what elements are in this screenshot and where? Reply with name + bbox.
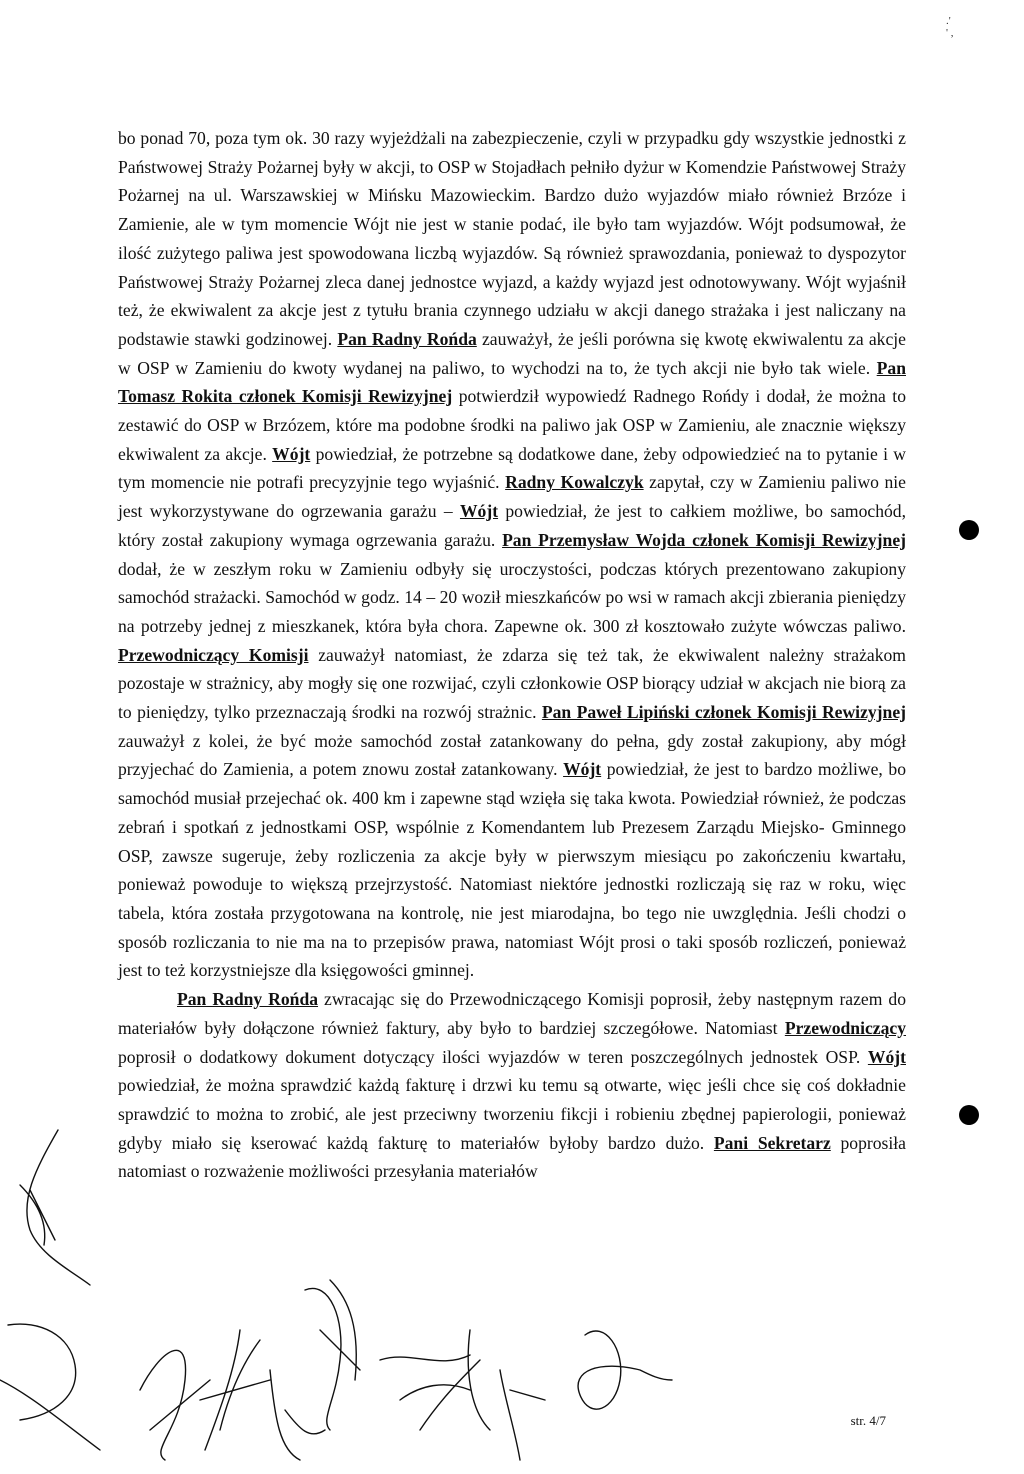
bottom-signature-3 bbox=[270, 1370, 325, 1460]
bottom-signature-6 bbox=[500, 1370, 545, 1460]
paragraph-text: zauważył natomiast, że zdarza się też tak, że ekwiwalent należny strażakom pozostaje w strażnicy, aby mogły się one rozwijać, czyli członkowie OSP biorący udział w akcjach nie biorą za to pieniędzy, tylko przeznaczają środki na rozwój strażnic. bbox=[118, 644, 906, 723]
speaker-name: Wójt bbox=[272, 443, 311, 464]
speaker-name: Pan Radny Rońda bbox=[177, 989, 319, 1010]
bottom-signature-1 bbox=[140, 1350, 210, 1460]
speaker-name: Pan Tomasz Rokita członek Komisji Rewizyjnej bbox=[118, 357, 906, 407]
speaker-name: Pan Przemysław Wojda członek Komisji Rewizyjnej bbox=[502, 529, 906, 550]
paragraph-text: powiedział, że można sprawdzić każdą fakturę i drzwi ku temu są otwarte, więc jeśli chce się coś dokładnie sprawdzić to można to zrobić, ale jest przeciwny tworzeniu fikcji i robieniu zbędnej papierologii, ponieważ gdyby miało się kserować każdą fakturę to materiałów byłoby bardzo dużo. bbox=[118, 1075, 906, 1153]
margin-signature-1 bbox=[20, 1130, 90, 1285]
bottom-signature-4 bbox=[305, 1280, 360, 1430]
corner-scan-mark: .' ' , bbox=[946, 15, 954, 39]
bottom-signature-7 bbox=[578, 1331, 672, 1409]
binder-hole-mark bbox=[959, 1105, 979, 1125]
speaker-name: Przewodniczący Komisji bbox=[118, 644, 309, 665]
paragraph-text: powiedział, że jest to całkiem możliwe, bo samochód, który został zakupiony wymaga ogrzewania garażu. bbox=[118, 501, 906, 550]
document-body bbox=[118, 124, 906, 1186]
paragraph-text: potwierdził wypowiedź Radnego Rońdy i dodał, że można to zestawić do OSP w Brzózem, które ma podobne środki na paliwo jak OSP w Zamieniu, ale znacznie większy ekwiwalent za akcje. bbox=[118, 386, 906, 464]
paragraph-text: zapytał, czy w Zamieniu paliwo nie jest wykorzystywane do ogrzewania garażu – bbox=[118, 472, 906, 522]
binder-hole-mark bbox=[959, 520, 979, 540]
speaker-name: Pan Paweł Lipiński członek Komisji Rewizyjnej bbox=[541, 702, 906, 723]
speaker-name: Wójt bbox=[867, 1046, 906, 1067]
speaker-name: Wójt bbox=[563, 759, 602, 780]
paragraph-text: poprosiła natomiast o rozważenie możliwości przesyłania materiałów bbox=[118, 1132, 906, 1182]
bottom-signature-2 bbox=[200, 1330, 270, 1450]
speaker-name: Przewodniczący bbox=[784, 1017, 906, 1038]
paragraph-text: zauważył z kolei, że być może samochód został zatankowany do pełna, gdy został zakupiony, aby mógł przyjechać do Zamienia, a potem znowu został zatankowany. bbox=[118, 730, 906, 780]
page-number: str. 4/7 bbox=[850, 1413, 886, 1428]
speaker-name: Radny Kowalczyk bbox=[505, 472, 644, 493]
speaker-name: Wójt bbox=[459, 501, 499, 522]
paragraph-text: poprosił o dodatkowy dokument dotyczący ilości wyjazdów w teren poszczególnych jednostek OSP. bbox=[118, 1046, 868, 1067]
bottom-signature-5 bbox=[380, 1330, 490, 1430]
paragraph-text: zwracając się do Przewodniczącego Komisji poprosił, żeby następnym razem do materiałów były dołączone również faktury, aby było to bardziej szczegółowe. Natomiast bbox=[118, 989, 906, 1038]
paragraph-text: zauważył, że jeśli porówna się kwotę ekwiwalentu za akcje w OSP w Zamieniu do kwoty wydanej na paliwo, to wychodzi na to, że tych akcji nie było tak wiele. bbox=[118, 328, 906, 378]
paragraph-text: bo ponad 70, poza tym ok. 30 razy wyjeżdżali na zabezpieczenie, czyli w przypadku gdy wszystkie jednostki z Państwowej Straży Pożarnej były w akcji, to OSP w Stojadłach pełniło dyżur w Komendzie Państwowej Straży Pożarnej na ul. Warszawskiej w Mińsku Mazowieckim. Bardzo dużo wyjazdów miało również Brzóze i Zamienie, ale w tym momencie Wójt nie jest w stanie podać, ile było tam wyjazdów. Wójt podsumował, że ilość zużytego paliwa jest spowodowana liczbą wyjazdów. Są również sprawozdania, ponieważ to dyspozytor Państwowej Straży Pożarnej zleca danej jednostce wyjazd, a każdy wyjazd jest odnotowywany. Wójt wyjaśnił też, że ekwiwalent za akcje jest z tytułu brania czynnego udziału w akcji danego strażaka i jest naliczany na podstawie stawki godzinowej. bbox=[118, 128, 906, 349]
paragraph-text: dodał, że w zeszłym roku w Zamieniu odbyły się uroczystości, podczas których prezentowano zakupiony samochód strażacki. Samochód w godz. 14 – 20 woził mieszkańców po wsi w ramach akcji zbierania pieniędzy na potrzeby jednej z mieszkanek, która była chora. Zapewne ok. 300 zł kosztowało zużyte wówczas paliwo. bbox=[118, 558, 906, 636]
margin-signature-2 bbox=[0, 1324, 100, 1450]
paragraph bbox=[118, 124, 906, 985]
speaker-name: Pan Radny Rońda bbox=[337, 328, 477, 349]
speaker-name: Pani Sekretarz bbox=[713, 1132, 831, 1153]
paragraph-text: powiedział, że potrzebne są dodatkowe dane, żeby odpowiedzieć na to pytanie i w tym momencie nie potrafi precyzyjnie tego wyjaśnić. bbox=[118, 443, 906, 493]
paragraph-text: powiedział, że jest to bardzo możliwe, bo samochód musiał przejechać ok. 400 km i zapewne stąd wzięła się taka kwota. Powiedział również, że podczas zebrań i spotkań z jednostkami OSP, wspólnie z Komendantem lub Prezesem Zarządu Miejsko- Gminnego OSP, zawsze sugeruje, żeby rozliczenia za akcje były w pierwszym miesiącu po zakończeniu kwartału, ponieważ powoduje to większą przejrzystość. Natomiast niektóre jednostki rozliczają się raz w roku, więc tabela, która została przygotowana na kontrolę, nie jest miarodajna, bo tego nie uwzględnia. Jeśli chodzi o sposób rozliczania to nie ma na to przepisów prawa, natomiast Wójt prosi o taki sposób rozliczeń, ponieważ jest to też korzystniejsze dla księgowości gminnej. bbox=[118, 759, 906, 981]
